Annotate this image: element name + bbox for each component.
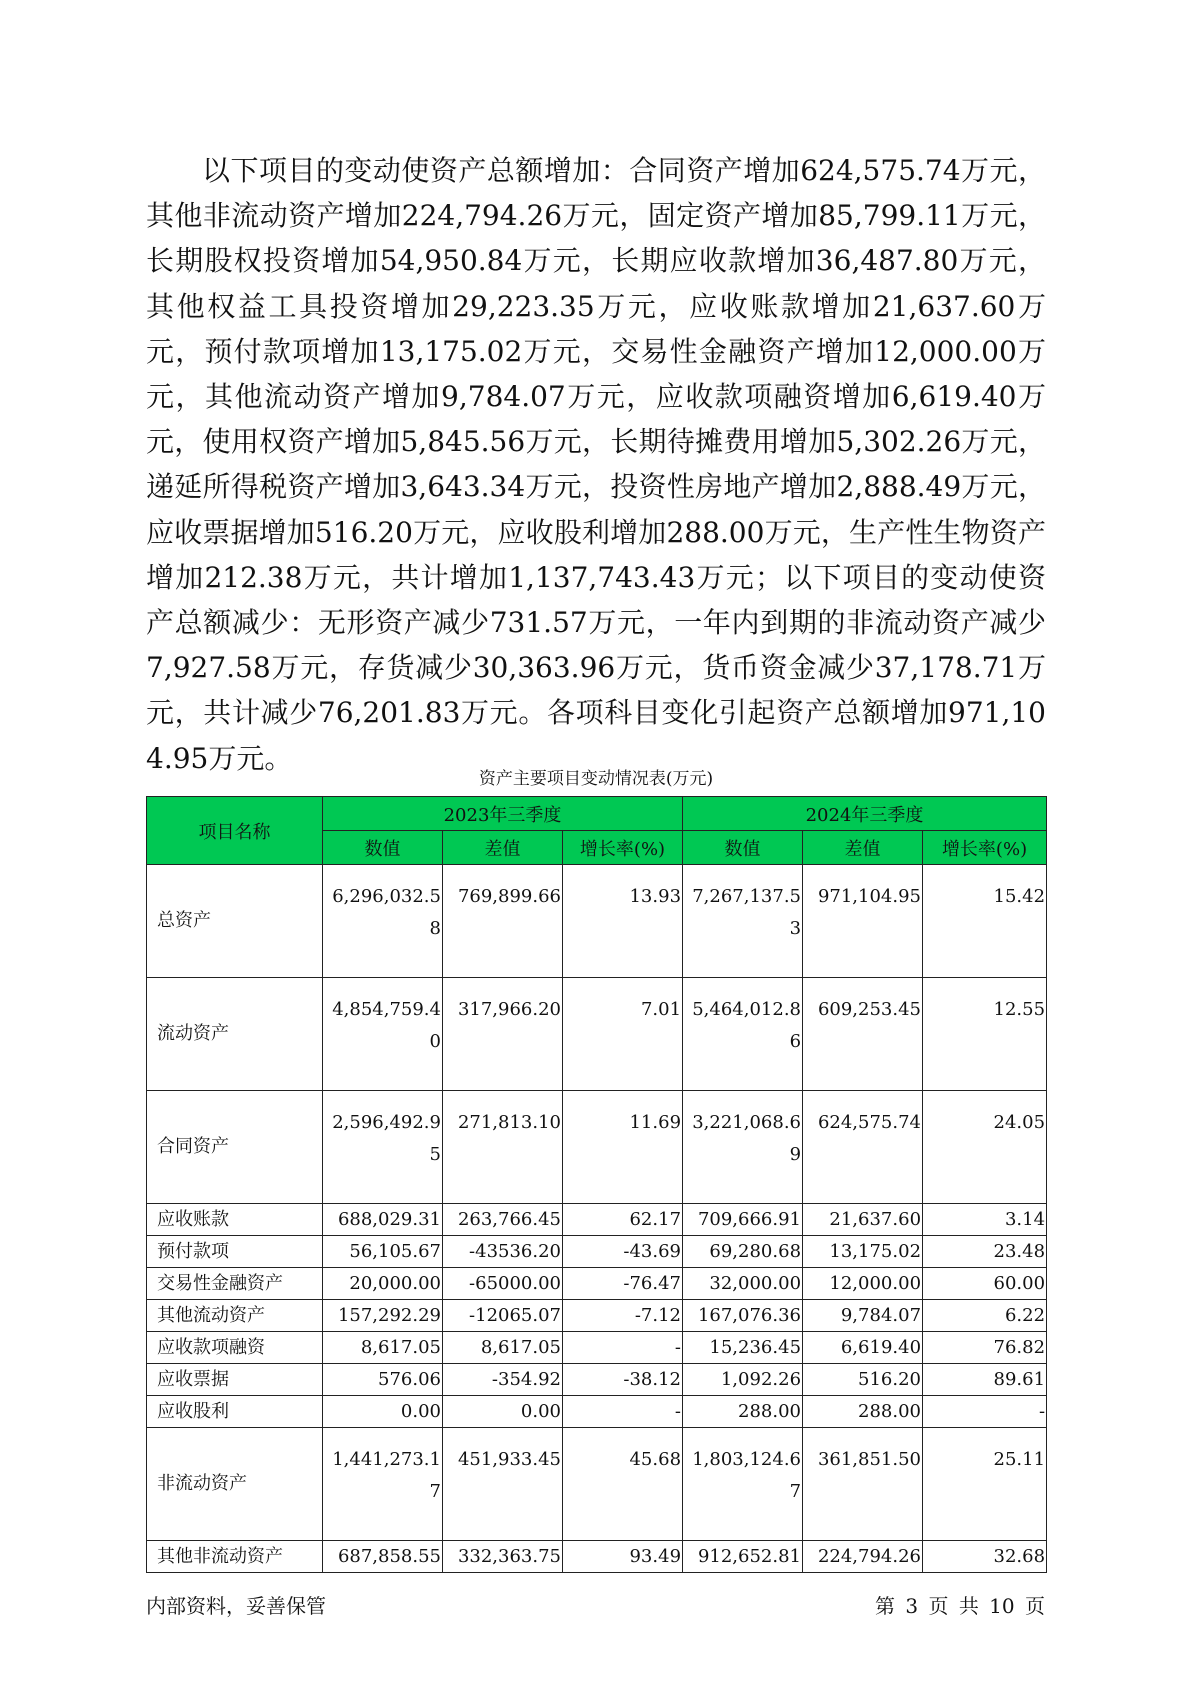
table-row (147, 1332, 1047, 1364)
body-paragraph: 以下项目的变动使资产总额增加：合同资产增加624,575.74万元，其他非流动资产增加224,794.26万元，固定资产增加85,799.11万元，长期股权投资增加54,950.84万元，长期应收款增加36,487.80万元，其他权益工具投资增加29,223.35万元，应收账款增加21,637.60万元，预付款项增加13,175.02万元，交易性金融资产增加12,000.00万元，其他流动资产增加9,784.07万元，应收款项融资增加6,619.40万元，使用权资产增加5,845.56万元，长期待摊费用增加5,302.26万元，递延所得税资产增加3,643.34万元，投资性房地产增加2,888.49万元，应收票据增加516.20万元，应收股利增加288.00万元，生产性生物资产增加212.38万元，共计增加1,137,743.43万元；以下项目的变动使资产总额减少：无形资产减少731.57万元，一年内到期的非流动资产减少7,927.58万元，存货减少30,363.96万元，货币资金减少37,178.71万元，共计减少76,201.83万元。各项科目变化引起资产总额增加971,104.95万元。 (146, 154, 1046, 775)
row-cell: 263,766.45 (443, 1204, 563, 1236)
row-cell: 5,464,012.86 (683, 978, 803, 1091)
row-cell: 12.55 (923, 978, 1047, 1091)
row-item-name: 应收账款 (147, 1204, 323, 1236)
row-cell: 6,296,032.58 (323, 865, 443, 978)
row-cell: 157,292.29 (323, 1300, 443, 1332)
row-item-name: 预付款项 (147, 1236, 323, 1268)
row-item-name: 应收票据 (147, 1364, 323, 1396)
row-cell: -43.69 (563, 1236, 683, 1268)
header-period-2024: 2024年三季度 (683, 797, 1047, 831)
row-cell: 32,000.00 (683, 1268, 803, 1300)
header-difference: 差值 (803, 831, 923, 865)
row-cell: 912,652.81 (683, 1541, 803, 1573)
row-cell: 8,617.05 (443, 1332, 563, 1364)
row-cell: - (563, 1332, 683, 1364)
row-item-name: 合同资产 (147, 1091, 323, 1204)
header-growth-rate: 增长率(%) (563, 831, 683, 865)
table-row (147, 1428, 1047, 1541)
row-cell: 12,000.00 (803, 1268, 923, 1300)
table-row (147, 1364, 1047, 1396)
row-cell: - (923, 1396, 1047, 1428)
footer-page-number: 第 3 页 共 10 页 (875, 1594, 1045, 1618)
footer-confidential-note: 内部资料，妥善保管 (146, 1594, 326, 1618)
row-cell: 971,104.95 (803, 865, 923, 978)
row-cell: -76.47 (563, 1268, 683, 1300)
header-item-name: 项目名称 (147, 797, 323, 865)
row-item-name: 交易性金融资产 (147, 1268, 323, 1300)
header-growth-rate: 增长率(%) (923, 831, 1047, 865)
row-cell: 6.22 (923, 1300, 1047, 1332)
row-cell: 7.01 (563, 978, 683, 1091)
row-cell: 1,803,124.67 (683, 1428, 803, 1541)
row-cell: 3.14 (923, 1204, 1047, 1236)
row-cell: 3,221,068.69 (683, 1091, 803, 1204)
table-body (147, 865, 1047, 1573)
row-cell: 56,105.67 (323, 1236, 443, 1268)
row-item-name: 流动资产 (147, 978, 323, 1091)
row-cell: 1,441,273.17 (323, 1428, 443, 1541)
row-cell: 60.00 (923, 1268, 1047, 1300)
row-cell: 69,280.68 (683, 1236, 803, 1268)
row-cell: 451,933.45 (443, 1428, 563, 1541)
row-cell: 624,575.74 (803, 1091, 923, 1204)
table-row (147, 1268, 1047, 1300)
row-cell: -7.12 (563, 1300, 683, 1332)
table-row (147, 865, 1047, 978)
row-cell: 576.06 (323, 1364, 443, 1396)
table-row (147, 1236, 1047, 1268)
header-difference: 差值 (443, 831, 563, 865)
row-cell: 15,236.45 (683, 1332, 803, 1364)
row-cell: 20,000.00 (323, 1268, 443, 1300)
header-value: 数值 (323, 831, 443, 865)
row-cell: 11.69 (563, 1091, 683, 1204)
row-cell: 4,854,759.40 (323, 978, 443, 1091)
row-cell: 32.68 (923, 1541, 1047, 1573)
row-cell: 167,076.36 (683, 1300, 803, 1332)
row-item-name: 非流动资产 (147, 1428, 323, 1541)
row-cell: 45.68 (563, 1428, 683, 1541)
row-cell: 516.20 (803, 1364, 923, 1396)
row-cell: 0.00 (323, 1396, 443, 1428)
row-cell: 0.00 (443, 1396, 563, 1428)
row-cell: 13,175.02 (803, 1236, 923, 1268)
header-period-2023: 2023年三季度 (323, 797, 683, 831)
row-cell: 8,617.05 (323, 1332, 443, 1364)
row-cell: 361,851.50 (803, 1428, 923, 1541)
row-item-name: 其他流动资产 (147, 1300, 323, 1332)
row-cell: 1,092.26 (683, 1364, 803, 1396)
row-cell: 609,253.45 (803, 978, 923, 1091)
row-cell: 687,858.55 (323, 1541, 443, 1573)
row-item-name: 总资产 (147, 865, 323, 978)
row-cell: 89.61 (923, 1364, 1047, 1396)
row-cell: 24.05 (923, 1091, 1047, 1204)
table-caption: 资产主要项目变动情况表(万元) (478, 769, 714, 789)
asset-change-table (146, 796, 1047, 1573)
row-cell: 224,794.26 (803, 1541, 923, 1573)
row-cell: 6,619.40 (803, 1332, 923, 1364)
table-row (147, 1541, 1047, 1573)
row-cell: 76.82 (923, 1332, 1047, 1364)
row-cell: -354.92 (443, 1364, 563, 1396)
row-cell: 93.49 (563, 1541, 683, 1573)
row-item-name: 其他非流动资产 (147, 1541, 323, 1573)
row-cell: -38.12 (563, 1364, 683, 1396)
row-cell: 2,596,492.95 (323, 1091, 443, 1204)
row-cell: - (563, 1396, 683, 1428)
row-cell: 288.00 (803, 1396, 923, 1428)
row-item-name: 应收款项融资 (147, 1332, 323, 1364)
row-cell: -12065.07 (443, 1300, 563, 1332)
row-cell: -43536.20 (443, 1236, 563, 1268)
table-row (147, 1396, 1047, 1428)
row-cell: 317,966.20 (443, 978, 563, 1091)
row-cell: 332,363.75 (443, 1541, 563, 1573)
row-cell: 769,899.66 (443, 865, 563, 978)
row-cell: -65000.00 (443, 1268, 563, 1300)
row-item-name: 应收股利 (147, 1396, 323, 1428)
table-row (147, 1204, 1047, 1236)
row-cell: 7,267,137.53 (683, 865, 803, 978)
row-cell: 15.42 (923, 865, 1047, 978)
row-cell: 271,813.10 (443, 1091, 563, 1204)
table-row (147, 1300, 1047, 1332)
row-cell: 62.17 (563, 1204, 683, 1236)
row-cell: 9,784.07 (803, 1300, 923, 1332)
row-cell: 23.48 (923, 1236, 1047, 1268)
row-cell: 709,666.91 (683, 1204, 803, 1236)
row-cell: 25.11 (923, 1428, 1047, 1541)
row-cell: 288.00 (683, 1396, 803, 1428)
table-row (147, 978, 1047, 1091)
row-cell: 688,029.31 (323, 1204, 443, 1236)
row-cell: 21,637.60 (803, 1204, 923, 1236)
table-row (147, 1091, 1047, 1204)
row-cell: 13.93 (563, 865, 683, 978)
header-value: 数值 (683, 831, 803, 865)
